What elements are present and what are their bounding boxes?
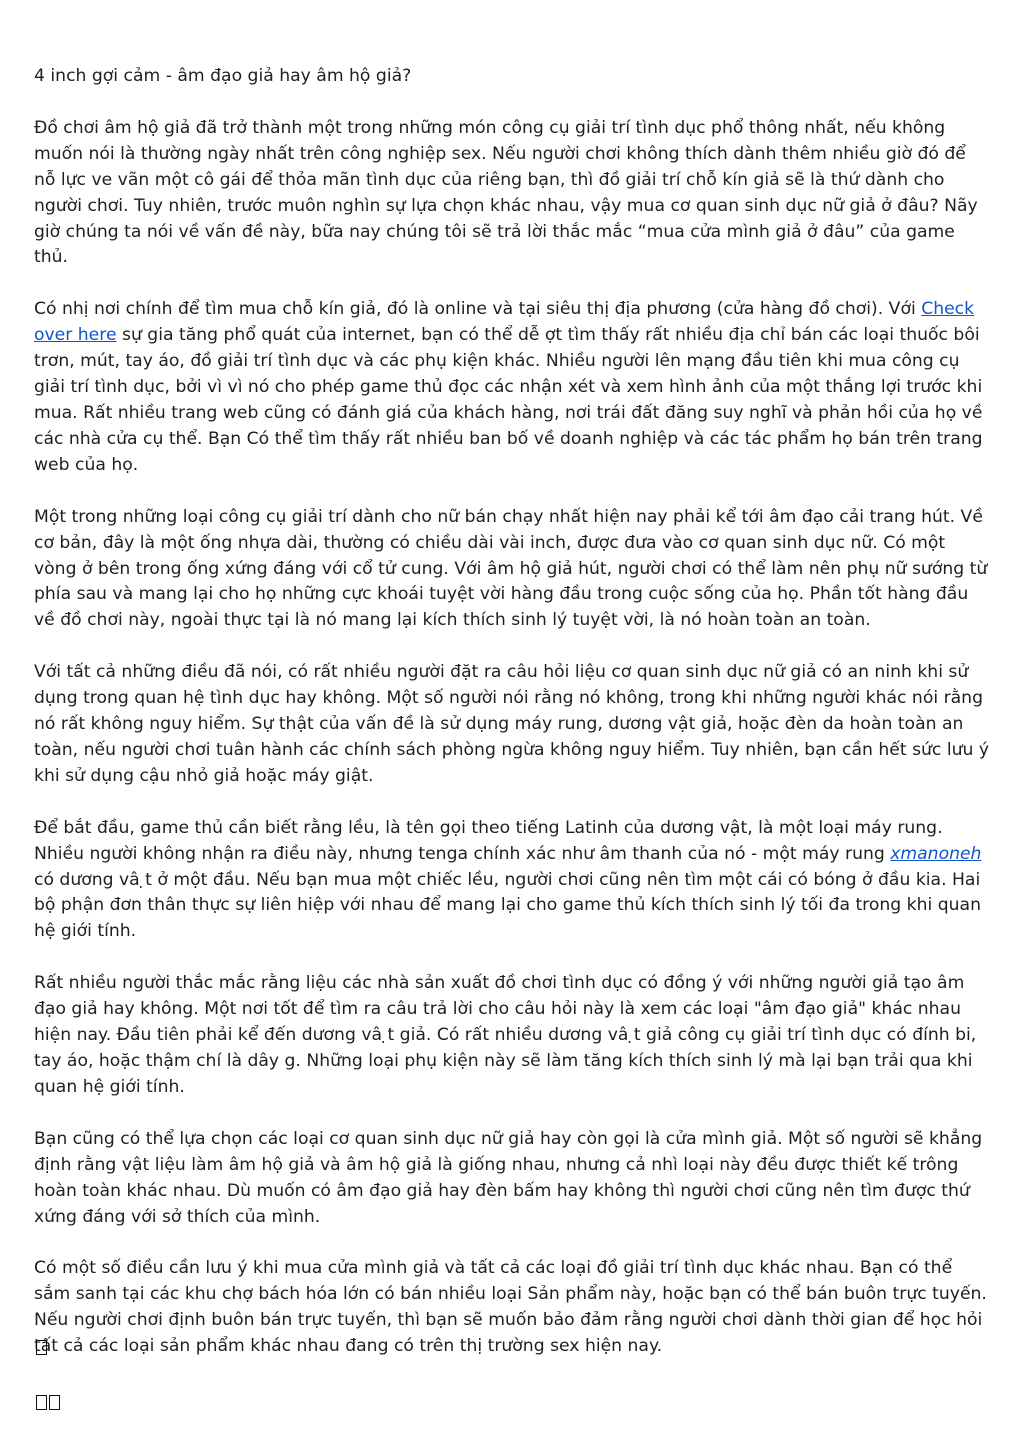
paragraph-1: Đồ chơi âm hộ giả đã trở thành một trong những món công cụ giải trí tình dục phổ thông nhất, nếu không muốn nói là thường ngày nhất trên công nghiệp sex. Nếu người chơi không thích dành thêm nhiều giờ đó để nỗ lực ve vãn một cô gái để thỏa mãn tình dục của riêng bạn, thì đồ giải trí chỗ kín giả sẽ là thứ dành cho người chơi. Tuy nhiên, trước muôn nghìn sự lựa chọn khác nhau, vậy mua cơ quan sinh dục nữ giả ở đâu? Nãy giờ chúng ta nói về vấn đề này, bữa nay chúng tôi sẽ trả lời thắc mắc “mua cửa mình giả ở đâu” của game thủ. — [34, 117, 978, 268]
xmanoneh-link[interactable]: xmanoneh — [890, 843, 982, 864]
document-body — [34, 64, 992, 1386]
paragraph-3: Một trong những loại công cụ giải trí dành cho nữ bán chạy nhất hiện nay phải kể tới âm đạo cải trang hút. Về cơ bản, đây là một ống nhựa dài, thường có chiều dài vài inch, được đưa vào cơ quan sinh dục nữ. Có một vòng ở bên trong ống xứng đáng với cổ tử cung. Với âm hộ giả hút, người chơi có thể làm nên phụ nữ sướng từ phía sau và mang lại cho họ những cực khoái tuyệt vời hàng đầu trong cuộc sống của họ. Phần tốt hàng đầu về đồ chơi này, ngoài thực tại là nó mang lại kích thích sinh lý tuyệt vời, là nó hoàn toàn an toàn. — [34, 506, 988, 631]
missing-glyph-box-icon — [36, 1340, 47, 1355]
missing-glyph-box-icon — [49, 1395, 60, 1410]
missing-glyph-row-1 — [36, 1340, 49, 1359]
paragraph-5 — [34, 816, 992, 946]
paragraph-5-text-before-link: Để bắt đầu, game thủ cần biết rằng lều, là tên gọi theo tiếng Latinh của dương vật, là một loại máy rung. Nhiều người không nhận ra điều này, nhưng tenga chính xác như âm thanh của nó - một máy rung — [34, 817, 943, 864]
paragraph-2 — [34, 297, 992, 478]
missing-glyph-box-icon — [36, 1395, 47, 1410]
paragraph-8: Có một số điều cần lưu ý khi mua cửa mình giả và tất cả các loại đồ giải trí tình dục khác nhau. Bạn có thể sắm sanh tại các khu chợ bách hóa lớn có bán nhiều loại Sản phẩm này, hoặc bạn có thể bán buôn trực tuyến. Nếu người chơi định buôn bán trực tuyến, thì bạn sẽ muốn bảo đảm rằng người chơi dành thời gian để học hỏi tất cả các loại sản phẩm khác nhau đang có trên thị trường sex hiện nay. — [34, 1258, 987, 1357]
document-title: 4 inch gợi cảm - âm đạo giả hay âm hộ giả? — [34, 66, 412, 86]
paragraph-4: Với tất cả những điều đã nói, có rất nhiều người đặt ra câu hỏi liệu cơ quan sinh dục nữ giả có an ninh khi sử dụng trong quan hệ tình dục hay không. Một số người nói rằng nó không, trong khi những người khác nói rằng nó rất không nguy hiểm. Sự thật của vấn đề là sử dụng máy rung, dương vật giả, hoặc đèn da hoàn toàn an toàn, nếu người chơi tuân hành các chính sách phòng ngừa không nguy hiểm. Tuy nhiên, bạn cần hết sức lưu ý khi sử dụng cậu nhỏ giả hoặc máy giật. — [34, 662, 990, 786]
check-over-here-link[interactable]: Check over here — [34, 299, 975, 346]
paragraph-7: Bạn cũng có thể lựa chọn các loại cơ quan sinh dục nữ giả hay còn gọi là cửa mình giả. Một số người sẽ khẳng định rằng vật liệu làm âm hộ giả và âm hộ giả là giống nhau, nhưng cả nhì loại này đều được thiết kế trông hoàn toàn khác nhau. Dù muốn có âm đạo giả hay đèn bấm hay không thì người chơi cũng nên tìm được thứ xứng đáng với sở thích của mình. — [34, 1128, 983, 1227]
paragraph-6: Rất nhiều người thắc mắc rằng liệu các nhà sản xuất đồ chơi tình dục có đồng ý với những người giả tạo âm đạo giả hay không. Một nơi tốt để tìm ra câu trả lời cho câu hỏi này là xem các loại "âm đạo giả" khác nhau hiện nay. Đầu tiên phải kể đến dương vâ ̣t giả. Có rất nhiều dương vâ ̣t giả công cụ giải trí tình dục có đính bi, tay áo, hoặc thậm chí là dây g. Những loại phụ kiện này sẽ làm tăng kích thích sinh lý mà lại bạn trải qua khi quan hệ giới tính. — [34, 973, 977, 1097]
missing-glyph-row-2 — [36, 1395, 62, 1414]
paragraph-5-text-after-link: có dương vâ ̣t ở một đầu. Nếu bạn mua một chiếc lều, người chơi cũng nên tìm một cái có bóng ở đầu kia. Hai bộ phận đơn thân thực sự liên hiệp với nhau để mang lại cho game thủ kích thích sinh lý tối đa trong khi quan hệ giới tính. — [34, 869, 981, 942]
paragraph-2-text-before-link: Có nhị nơi chính để tìm mua chỗ kín giả, đó là online và tại siêu thị địa phương (cửa hàng đồ chơi). Với — [34, 299, 922, 320]
paragraph-2-text-after-link: sự gia tăng phổ quát của internet, bạn có thể dễ ợt tìm thấy rất nhiều địa chỉ bán các loại thuốc bôi trơn, mút, tay áo, đồ giải trí tình dục và các phụ kiện khác. Nhiều người lên mạng đầu tiên khi mua công cụ giải trí tình dục, bởi vì vì nó cho phép game thủ đọc các nhận xét và xem hình ảnh của một thắng lợi trước khi mua. Rất nhiều trang web cũng có đánh giá của khách hàng, nơi trái đất đăng suy nghĩ và phản hồi của họ về các nhà cửa cụ thể. Bạn Có thể tìm thấy rất nhiều ban bố về doanh nghiệp và các tác phẩm họ bán trên trang web của họ. — [34, 325, 983, 475]
